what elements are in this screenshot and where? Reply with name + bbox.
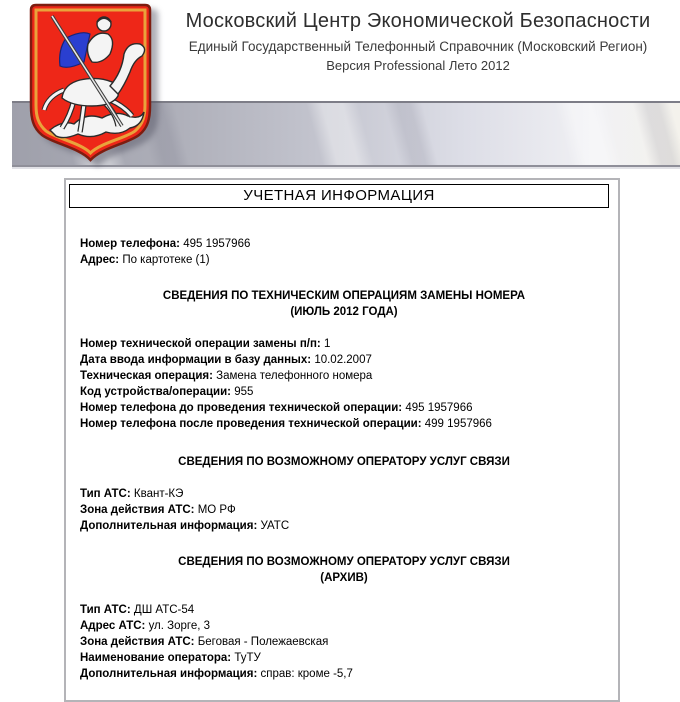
section-subheading: (АРХИВ) xyxy=(320,572,368,584)
field-ats-zone: Зона действия АТС: МО РФ xyxy=(80,504,236,516)
record-body xyxy=(66,236,618,682)
section-heading: СВЕДЕНИЯ ПО ТЕХНИЧЕСКИМ ОПЕРАЦИЯМ ЗАМЕНЫ НОМЕРА xyxy=(162,290,526,302)
header-text-block xyxy=(158,10,678,73)
app-version: Версия Professional Лето 2012 xyxy=(326,58,510,73)
section-tech-operations xyxy=(80,288,608,432)
field-additional-info: Дополнительная информация: УАТС xyxy=(80,520,290,532)
field-phone-before: Номер телефона до проведения технической операции: 495 1957966 xyxy=(80,402,473,414)
field-ats-type: Тип АТС: ДШ АТС-54 xyxy=(80,604,195,616)
account-info-block xyxy=(80,236,608,268)
section-operator-info xyxy=(80,454,608,534)
field-phone-number: Номер телефона: 495 1957966 xyxy=(80,238,251,250)
section-operator-archive xyxy=(80,554,608,682)
field-address: Адрес: По картотеке (1) xyxy=(80,254,210,266)
moscow-coat-of-arms-icon xyxy=(28,2,153,162)
section-subheading: (ИЮЛЬ 2012 ГОДА) xyxy=(290,306,398,318)
section-heading: СВЕДЕНИЯ ПО ВОЗМОЖНОМУ ОПЕРАТОРУ УСЛУГ СВЯЗИ xyxy=(178,556,510,568)
field-ats-type: Тип АТС: Квант-КЭ xyxy=(80,488,184,500)
app-header xyxy=(0,0,680,178)
field-operator-name: Наименование оператора: ТуТУ xyxy=(80,652,261,664)
field-tech-operation: Техническая операция: Замена телефонного номера xyxy=(80,370,373,382)
field-entry-date: Дата ввода информации в базу данных: 10.02.2007 xyxy=(80,354,372,366)
field-op-number: Номер технической операции замены п/п: 1 xyxy=(80,338,331,350)
section-heading: СВЕДЕНИЯ ПО ВОЗМОЖНОМУ ОПЕРАТОРУ УСЛУГ СВЯЗИ xyxy=(178,456,510,468)
field-additional-info: Дополнительная информация: справ: кроме -5,7 xyxy=(80,668,353,680)
app-title: Московский Центр Экономической Безопасности xyxy=(185,10,651,32)
field-device-code: Код устройства/операции: 955 xyxy=(80,386,254,398)
record-title: УЧЕТНАЯ ИНФОРМАЦИЯ xyxy=(69,184,609,208)
record-panel xyxy=(64,178,620,702)
field-ats-zone: Зона действия АТС: Беговая - Полежаевская xyxy=(80,636,329,648)
field-phone-after: Номер телефона после проведения технической операции: 499 1957966 xyxy=(80,418,492,430)
app-subtitle: Единый Государственный Телефонный Справочник (Московский Регион) xyxy=(188,39,648,54)
field-ats-address: Адрес АТС: ул. Зорге, 3 xyxy=(80,620,211,632)
